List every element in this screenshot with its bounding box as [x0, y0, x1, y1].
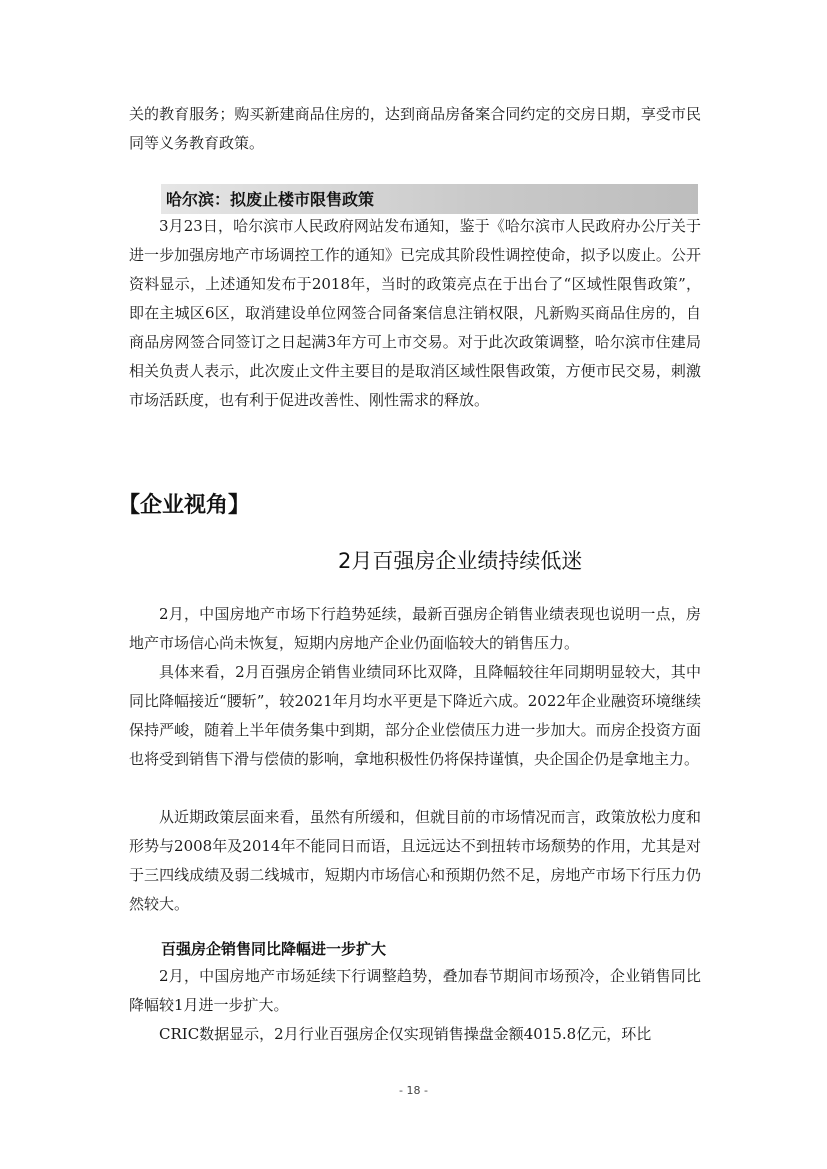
- page-number: - 18 -: [399, 1084, 428, 1097]
- sales-decline-subheading: 百强房企销售同比降幅进一步扩大: [161, 940, 387, 958]
- article-paragraph-4: 2月，中国房地产市场延续下行调整趋势，叠加春节期间市场预冷，企业销售同比降幅较1月进一步扩大。: [129, 967, 701, 1014]
- intro-paragraph: 关的教育服务；购买新建商品住房的，达到商品房备案合同约定的交房日期，享受市民同等义务教育政策。: [129, 105, 701, 152]
- section-title-bar: [161, 184, 698, 214]
- enterprise-perspective-heading: 【企业视角】: [118, 493, 251, 518]
- article-paragraph-5: CRIC数据显示，2月行业百强房企仅实现销售操盘金额4015.8亿元，环比: [159, 1025, 652, 1043]
- harbin-section-title: 哈尔滨：拟废止楼市限售政策: [166, 190, 375, 209]
- article-paragraph-1: 2月，中国房地产市场下行趋势延续，最新百强房企销售业绩表现也说明一点，房地产市场信心尚未恢复，短期内房地产企业仍面临较大的销售压力。: [129, 605, 701, 652]
- harbin-paragraph: 3月23日，哈尔滨市人民政府网站发布通知，鉴于《哈尔滨市人民政府办公厅关于进一步加强房地产市场调控工作的通知》已完成其阶段性调控使命，拟予以废止。公开资料显示，上述通知发布于2018年，当时的政策亮点在于出台了“区域性限售政策”，即在主城区6区，取消建设单位网签合同备案信息注销权限，凡新购买商品住房的，自商品房网签合同签订之日起满3年方可上市交易。对于此次政策调整，哈尔滨市住建局相关负责人表示，此次废止文件主要目的是取消区域性限售政策，方便市民交易，刺激市场活跃度，也有利于促进改善性、刚性需求的释放。: [129, 217, 701, 409]
- article-title: 2月百强房企业绩持续低迷: [338, 549, 583, 573]
- article-paragraph-2: 具体来看，2月百强房企销售业绩同环比双降，且降幅较往年同期明显较大，其中同比降幅接近“腰斩”，较2021年月均水平更是下降近六成。2022年企业融资环境继续保持严峻，随着上半年债务集中到期，部分企业偿债压力进一步加大。而房企投资方面也将受到销售下滑与偿债的影响，拿地积极性仍将保持谨慎，央企国企仍是拿地主力。: [129, 663, 701, 768]
- article-paragraph-3: 从近期政策层面来看，虽然有所缓和，但就目前的市场情况而言，政策放松力度和形势与2008年及2014年不能同日而语，且远远达不到扭转市场颓势的作用，尤其是对于三四线成绩及弱二线城市，短期内市场信心和预期仍然不足，房地产市场下行压力仍然较大。: [129, 808, 701, 913]
